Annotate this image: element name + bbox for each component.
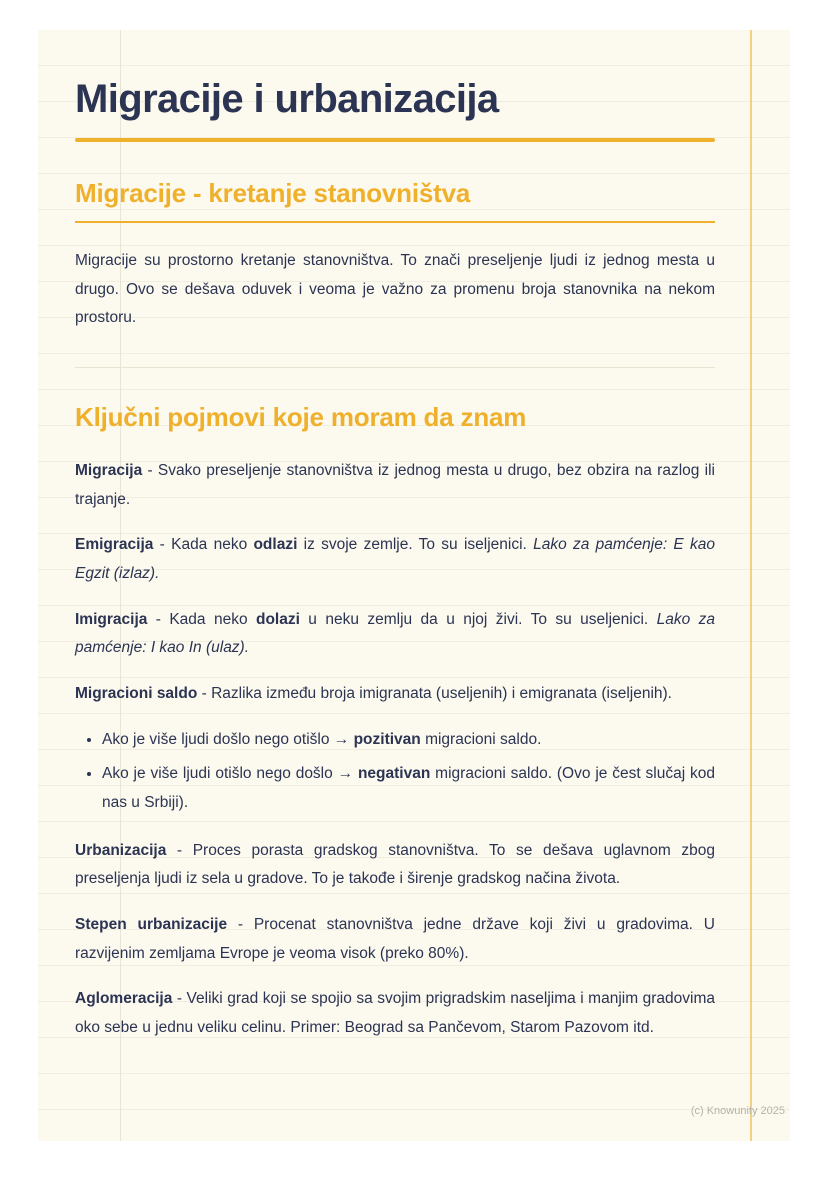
text-segment: Stepen urbanizacije: [75, 916, 228, 934]
text-segment: - Razlika između broja imigranata (useljenih) i emigranata (iseljenih).: [197, 685, 672, 703]
text-segment: - Procenat stanovništva jedne države koji živi u gradovima. U razvijenim zemljama Evrope je veoma visok (preko 80%).: [75, 916, 715, 962]
text-segment: dolazi: [255, 610, 300, 628]
text-segment: - Proces porasta gradskog stanovništva. To se dešava uglavnom zbog preseljenja ljudi iz sela u gradove. To je takođe i širenje gradskog načina života.: [75, 841, 715, 888]
text-segment: Migracija: [75, 462, 143, 480]
paragraph: [75, 247, 715, 333]
text-segment: - Svako preseljenje stanovništva iz jednog mesta u drugo, bez obzira na razlog ili trajanje.: [75, 462, 715, 508]
text-segment: Lako za pamćenje: I kao In (ulaz).: [75, 610, 715, 657]
copyright-credit: (c) Knowunity 2025: [690, 1105, 785, 1117]
list-item: [102, 726, 715, 755]
text-segment: pozitivan: [353, 730, 421, 748]
text-segment: Migracije su prostorno kretanje stanovništva. To znači preseljenje ljudi iz jednog mesta u drugo. Ovo se dešava oduvek i veoma je važno za promenu broja stanovnika na nekom prostoru.: [75, 252, 715, 327]
text-segment: iz svoje zemlje. To su iseljenici.: [297, 536, 534, 554]
text-segment: u neku zemlju da u njoj živi. To su useljenici.: [299, 610, 657, 628]
text-segment: Urbanizacija: [75, 841, 167, 859]
document-title: Migracije i urbanizacija: [75, 77, 499, 121]
bullet-list: [75, 726, 715, 818]
text-segment: Migracioni saldo: [75, 685, 198, 703]
text-segment: Aglomeracija: [75, 990, 173, 1008]
text-segment: - Kada neko: [153, 536, 254, 554]
paragraph: [75, 680, 715, 709]
content-blocks: [75, 178, 715, 1043]
text-segment: Emigracija: [75, 536, 154, 554]
document-page: [38, 30, 790, 1141]
paragraph: [75, 837, 715, 894]
text-segment: migracioni saldo.: [420, 730, 542, 748]
paragraph: [75, 985, 715, 1042]
section-heading: Ključni pojmovi koje moram da znam: [75, 402, 527, 433]
text-segment: negativan: [357, 765, 431, 783]
list-item: [102, 760, 715, 817]
text-segment: migracioni saldo. (Ovo je čest slučaj kod nas u Srbiji).: [102, 765, 715, 812]
section-heading: Migracije - kretanje stanovništva: [75, 178, 715, 223]
text-segment: Imigracija: [75, 610, 148, 628]
text-segment: odlazi: [253, 536, 298, 554]
text-segment: Ako je više ljudi otišlo nego došlo →: [102, 765, 358, 783]
paragraph: [75, 606, 715, 663]
paragraph: [75, 457, 715, 514]
document-content: [38, 30, 790, 1130]
title-rule: [75, 138, 715, 142]
text-segment: Ako je više ljudi došlo nego otišlo →: [102, 730, 354, 748]
text-segment: - Kada neko: [147, 610, 256, 628]
text-segment: - Veliki grad koji se spojio sa svojim prigradskim naseljima i manjim gradovima oko sebe u jednu veliku celinu. Primer: Beograd sa Pančevom, Starom Pazovom itd.: [75, 990, 715, 1037]
section-divider: [75, 367, 715, 368]
paragraph: [75, 911, 715, 968]
text-segment: Lako za pamćenje: E kao Egzit (izlaz).: [75, 536, 715, 583]
paragraph: [75, 531, 715, 588]
